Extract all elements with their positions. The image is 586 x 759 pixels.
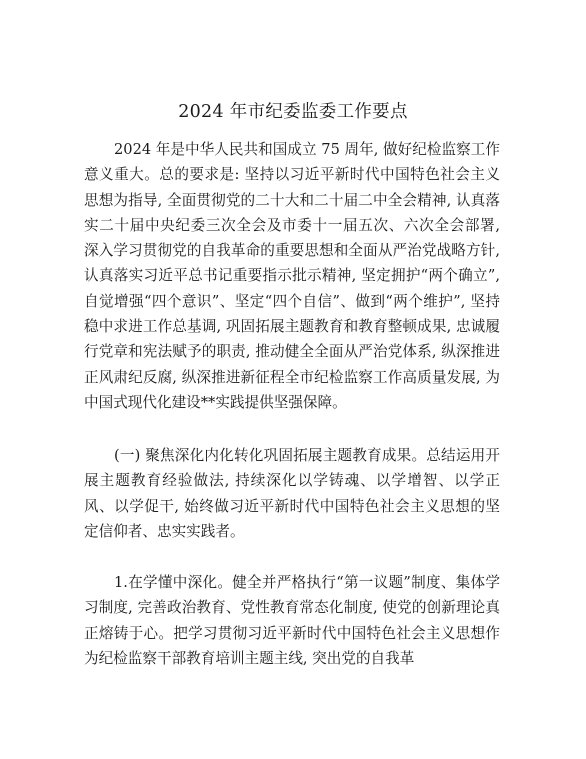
- section-1-paragraph-text: (一) 聚焦深化内化转化巩固拓展主题教育成果。总结运用开展主题教育经验做法, 持续深化以学铸魂、以学增智、以学正风、以学促干, 始终做习近平新时代中国特色社会主义思想的坚定信仰者、忠实实践者。: [84, 447, 500, 540]
- document-title: 2024 年市纪委监委工作要点: [178, 102, 408, 122]
- item-1-paragraph: [84, 570, 500, 671]
- intro-paragraph: [84, 137, 500, 415]
- item-1-paragraph-text: 1.在学懂中深化。健全并严格执行“第一议题”制度、集体学习制度, 完善政治教育、党性教育常态化制度, 使党的创新理论真正熔铸于心。把学习贯彻习近平新时代中国特色社会主义思想作为纪检监察干部教育培训主题主线, 突出党的自我革: [84, 574, 500, 667]
- section-1-paragraph: [84, 443, 500, 544]
- intro-paragraph-text: 2024 年是中华人民共和国成立 75 周年, 做好纪检监察工作意义重大。总的要求是: 坚持以习近平新时代中国特色社会主义思想为指导, 全面贯彻党的二十大和二十届二中全会精神, 认真落实二十届中央纪委三次全会及市委十一届五次、六次全会部署, 深入学习贯彻党的自我革命的重要思想和全面从严治党战略方针, 认真落实习近平总书记重要指示批示精神, 坚定拥护“两个确立”, 自觉增强“四个意识”、坚定“四个自信”、做到“两个维护”, 坚持稳中求进工作总基调, 巩固拓展主题教育和教育整顿成果, 忠诚履行党章和宪法赋予的职责, 推动健全全面从严治党体系, 纵深推进正风肃纪反腐, 纵深推进新征程全市纪检监察工作高质量发展, 为中国式现代化建设**实践提供坚强保障。: [84, 141, 500, 411]
